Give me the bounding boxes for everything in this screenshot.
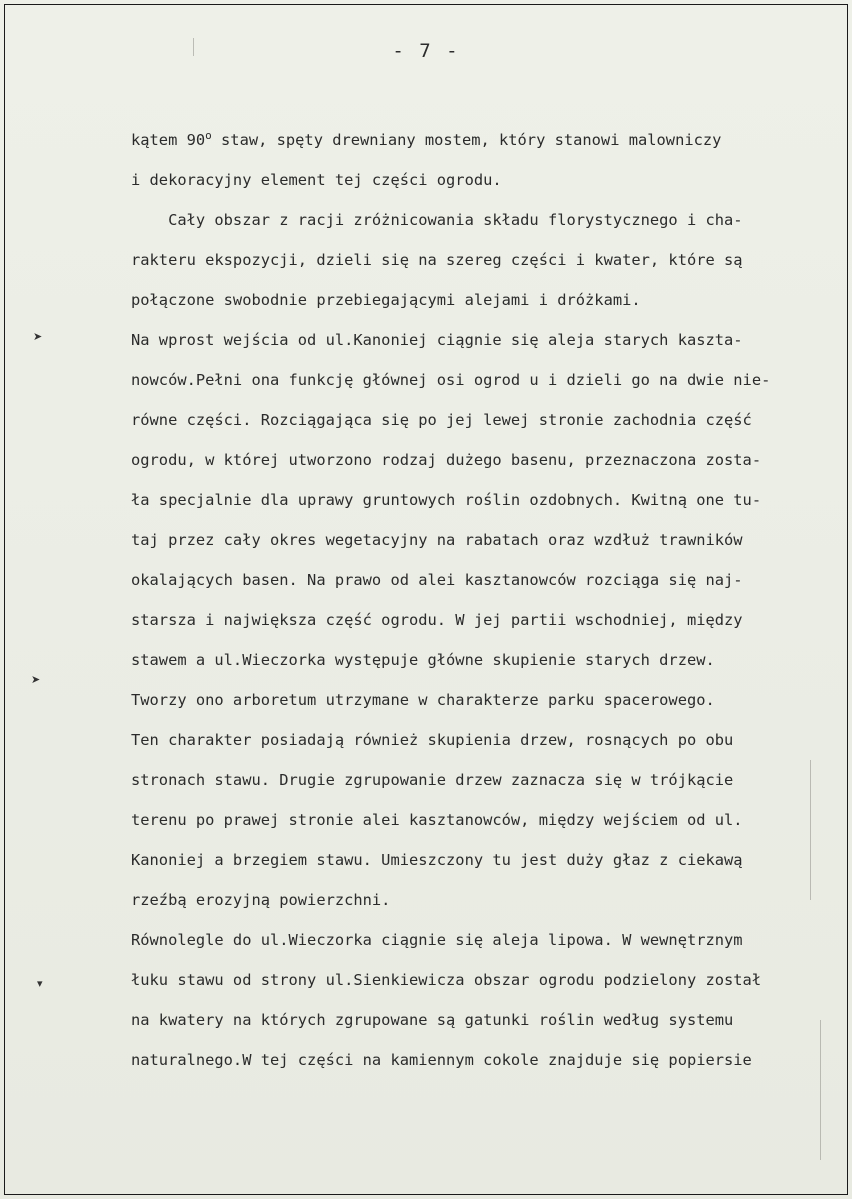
text-line: ła specjalnie dla uprawy gruntowych roślin ozdobnych. Kwitną one tu- [131,491,762,509]
text-line: terenu po prawej stronie alei kasztanowców, między wejściem od ul. [131,811,743,829]
text-line: ogrodu, w której utworzono rodzaj dużego basenu, przeznaczona zosta- [131,451,762,469]
document-body [131,120,831,1080]
text-line: Tworzy ono arboretum utrzymane w charakterze parku spacerowego. [131,691,715,709]
text-line: naturalnego.W tej części na kamiennym cokole znajduje się popiersie [131,1051,752,1069]
text-line: Kanoniej a brzegiem stawu. Umieszczony tu jest duży głaz z ciekawą [131,851,743,869]
text-line: i dekoracyjny element tej części ogrodu. [131,171,502,189]
text-line: na kwatery na których zgrupowane są gatunki roślin według systemu [131,1011,734,1029]
pencil-stroke [193,38,194,56]
text-line: starsza i największa część ogrodu. W jej partii wschodniej, między [131,611,743,629]
text-line: nowców.Pełni ona funkcję głównej osi ogrod u i dzieli go na dwie nie- [131,371,771,389]
text-line: stronach stawu. Drugie zgrupowanie drzew zaznacza się w trójkącie [131,771,734,789]
text-line: Na wprost wejścia od ul.Kanoniej ciągnie się aleja starych kaszta- [131,331,743,349]
text-line: stawem a ul.Wieczorka występuje główne skupienie starych drzew. [131,651,715,669]
margin-tick-2: ➤ [31,673,41,686]
text-line: połączone swobodnie przebiegającymi alejami i dróżkami. [131,291,641,309]
text-line: kątem 90$^o$ staw, spęty drewniany mostem, który stanowi malowniczy [131,129,722,149]
text-line: Cały obszar z racji zróżnicowania składu florystycznego i cha- [131,211,743,229]
text-line: rakteru ekspozycji, dzieli się na szereg części i kwater, które są [131,251,743,269]
text-line: łuku stawu od strony ul.Sienkiewicza obszar ogrodu podzielony został [131,971,762,989]
text-line: rzeźbą erozyjną powierzchni. [131,891,391,909]
text-line: taj przez cały okres wegetacyjny na rabatach oraz wzdłuż trawników [131,531,743,549]
text-line: okalających basen. Na prawo od alei kasztanowców rozciąga się naj- [131,571,743,589]
margin-tick-3: ▾ [37,977,43,990]
degree-superscript: o [205,129,212,142]
text-line: równe części. Rozciągająca się po jej lewej stronie zachodnia część [131,411,752,429]
page-number: - 7 - [392,40,460,62]
text-line: Równolegle do ul.Wieczorka ciągnie się aleja lipowa. W wewnętrznym [131,931,743,949]
margin-tick-1: ➤ [33,330,43,343]
text-line: Ten charakter posiadają również skupienia drzew, rosnących po obu [131,731,734,749]
